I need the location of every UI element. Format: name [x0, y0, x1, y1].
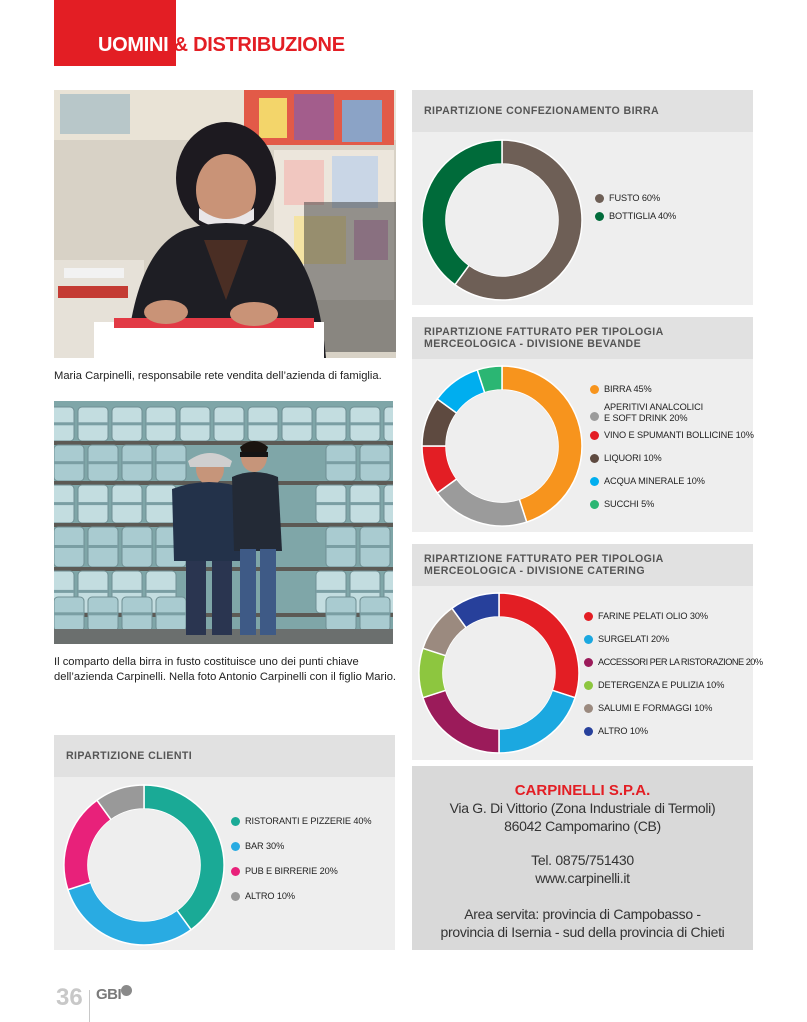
legend-dot-icon — [590, 431, 599, 440]
keg-band — [156, 612, 186, 615]
keg-band — [54, 502, 74, 505]
keg-band — [146, 590, 176, 593]
keg-band — [112, 422, 142, 425]
legend-label: LIQUORI 10% — [604, 453, 662, 463]
keg-band — [54, 461, 84, 464]
keg-band — [360, 545, 390, 548]
legend-label: FUSTO 60% — [609, 193, 661, 203]
company-phone: Tel. 0875/751430 — [531, 852, 634, 868]
keg-band — [122, 461, 152, 464]
legend-dot-icon — [584, 704, 593, 713]
legend-dot-icon — [590, 454, 599, 463]
keg-band — [360, 461, 390, 464]
keg-band — [384, 590, 393, 593]
legend-label: VINO E SPUMANTI BOLLICINE 10% — [604, 430, 754, 440]
donut-chart-catering — [416, 590, 586, 756]
legend-label: DETERGENZA E PULIZIA 10% — [598, 680, 725, 690]
keg-band — [112, 502, 142, 505]
photo-keg-warehouse — [54, 401, 393, 644]
legend-catering — [584, 611, 763, 742]
gbi-logo: GBI — [96, 986, 122, 1003]
legend-dot-icon — [231, 817, 240, 826]
legend-label: BIRRA 45% — [604, 384, 652, 394]
legend-label: FARINE PELATI OLIO 30% — [598, 611, 708, 621]
donut-chart-bevande — [419, 363, 589, 529]
panel-title: RIPARTIZIONE CLIENTI — [54, 735, 395, 777]
company-website[interactable]: www.carpinelli.it — [535, 870, 630, 886]
section-title-red: & DISTRIBUZIONE — [168, 34, 345, 56]
pallet-shape — [54, 441, 393, 445]
company-name: CARPINELLI S.P.A. — [514, 782, 651, 799]
legend-dot-icon — [595, 212, 604, 221]
keg-band — [326, 612, 356, 615]
donut-hole — [88, 809, 200, 921]
keg-band — [384, 422, 393, 425]
keg-band — [360, 612, 390, 615]
legend-label: PUB E BIRRERIE 20% — [245, 866, 338, 876]
footer-divider — [89, 990, 90, 1022]
keg-band — [326, 461, 356, 464]
keg-band — [88, 612, 118, 615]
photo-keg-illustration — [54, 401, 393, 644]
keg-band — [78, 590, 108, 593]
legend-dot-icon — [590, 477, 599, 486]
gbi-logo-dot-icon — [121, 985, 132, 996]
keg-band — [54, 612, 84, 615]
panel-divisione-catering — [412, 544, 763, 760]
keg-band — [122, 612, 152, 615]
photo-maria-carpinelli — [54, 90, 396, 358]
company-area-line1: Area servita: provincia di Campobasso - — [464, 906, 701, 922]
legend-dot-icon — [231, 867, 240, 876]
legend-confezionamento — [595, 194, 745, 254]
legend-dot-icon — [584, 658, 593, 667]
panel-divisione-bevande — [412, 317, 753, 532]
keg-band — [88, 545, 118, 548]
legend-label: APERITIVI ANALCOLICI E SOFT DRINK 20% — [604, 402, 704, 423]
keg-band — [88, 461, 118, 464]
keg-band — [78, 502, 108, 505]
legend-label: ALTRO 10% — [245, 891, 295, 901]
company-address-line1: Via G. Di Vittorio (Zona Industriale di Termoli) — [449, 800, 716, 816]
legend-dot-icon — [584, 635, 593, 644]
legend-dot-icon — [584, 612, 593, 621]
panel-title: RIPARTIZIONE FATTURATO PER TIPOLOGIA MERCEOLOGICA - DIVISIONE CATERING — [412, 544, 753, 586]
keg-band — [248, 422, 278, 425]
company-info-box — [412, 766, 753, 950]
legend-label: BOTTIGLIA 40% — [609, 211, 677, 221]
company-address-line2: 86042 Campomarino (CB) — [504, 818, 661, 834]
legend-dot-icon — [590, 500, 599, 509]
legend-dot-icon — [595, 194, 604, 203]
keg-band — [316, 590, 346, 593]
legend-dot-icon — [231, 842, 240, 851]
section-title-white: UOMINI — [98, 34, 169, 56]
company-area-line2: provincia di Isernia - sud della provincia di Chieti — [440, 924, 725, 940]
keg-band — [156, 461, 186, 464]
photo-maria-illustration — [54, 90, 396, 358]
keg-band — [350, 590, 380, 593]
legend-label: ALTRO 10% — [598, 726, 648, 736]
legend-label: BAR 30% — [245, 841, 285, 851]
legend-label: RISTORANTI E PIZZERIE 40% — [245, 816, 372, 826]
keg-band — [350, 502, 380, 505]
keg-band — [54, 422, 74, 425]
keg-band — [350, 422, 380, 425]
keg-band — [78, 422, 108, 425]
keg-band — [282, 422, 312, 425]
legend-dot-icon — [590, 412, 599, 421]
legend-label: ACCESSORI PER LA RISTORAZIONE 20% — [598, 657, 763, 667]
legend-label: SALUMI E FORMAGGI 10% — [598, 703, 713, 713]
legend-clienti — [231, 817, 391, 907]
donut-hole — [443, 617, 555, 729]
legend-label: SUCCHI 5% — [604, 499, 655, 509]
keg-band — [384, 502, 393, 505]
donut-hole — [446, 164, 558, 276]
page-number: 36 — [56, 984, 83, 1011]
legend-label: SURGELATI 20% — [598, 634, 670, 644]
photo1-caption: Maria Carpinelli, responsabile rete vendita dell’azienda di famiglia. — [54, 370, 382, 382]
panel-title: RIPARTIZIONE CONFEZIONAMENTO BIRRA — [412, 90, 753, 132]
donut-slice-detergenza-e-pulizia-10 — [419, 648, 446, 697]
legend-dot-icon — [584, 681, 593, 690]
keg-band — [146, 502, 176, 505]
keg-band — [54, 590, 74, 593]
donut-hole — [446, 390, 558, 502]
keg-band — [122, 545, 152, 548]
legend-dot-icon — [590, 385, 599, 394]
keg-band — [146, 422, 176, 425]
keg-band — [326, 545, 356, 548]
panel-confezionamento-birra — [412, 90, 753, 305]
panel-ripartizione-clienti — [54, 735, 395, 950]
section-title — [98, 34, 345, 57]
legend-label: ACQUA MINERALE 10% — [604, 476, 705, 486]
panel-title: RIPARTIZIONE FATTURATO PER TIPOLOGIA MERCEOLOGICA - DIVISIONE BEVANDE — [412, 317, 753, 359]
donut-chart-confezionamento — [419, 137, 589, 303]
legend-dot-icon — [584, 727, 593, 736]
keg-band — [112, 590, 142, 593]
keg-band — [54, 545, 84, 548]
donut-chart-clienti — [61, 782, 231, 948]
legend-bevande — [590, 384, 754, 515]
keg-band — [180, 422, 210, 425]
legend-dot-icon — [231, 892, 240, 901]
keg-band — [316, 422, 346, 425]
keg-band — [316, 502, 346, 505]
photo2-caption: Il comparto della birra in fusto costituisce uno dei punti chiave dell’azienda Carpinelli. Nella foto Antonio Carpinelli con il figlio Mario. — [54, 656, 397, 683]
keg-band — [214, 422, 244, 425]
